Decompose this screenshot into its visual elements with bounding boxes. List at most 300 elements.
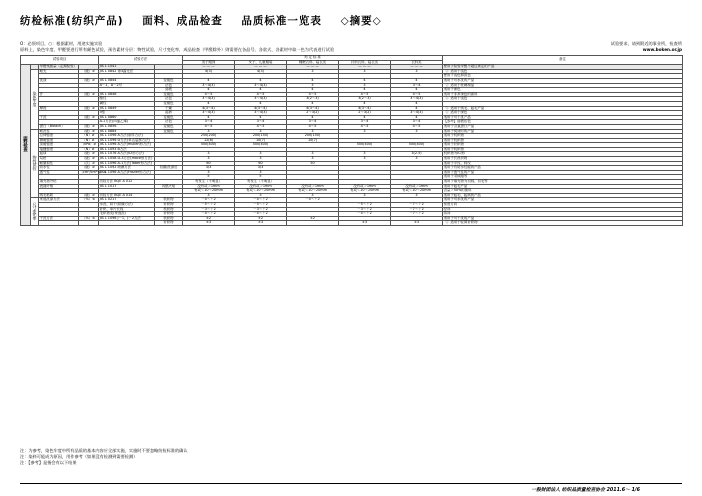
- cell-grade: （级）≥: [79, 106, 99, 111]
- cell-value: 3: [287, 83, 339, 88]
- cell-method: JIS L 1058 D-3方法(mace形方法): [99, 157, 155, 162]
- cell-method: 针织、单片长线: [99, 207, 155, 212]
- cell-value: －4～＋2: [287, 198, 339, 203]
- cell-value: 4: [339, 78, 391, 83]
- cell-item: 干洗方法: [39, 216, 79, 221]
- cell-value: 3: [235, 129, 287, 134]
- legend-line1: O：必须项目，○：根据素材，用途实施实验: [20, 41, 103, 46]
- cell-value: 没有或＞1mm: [235, 184, 287, 189]
- cell-grade: （级）≥: [79, 78, 99, 83]
- cell-value: 3: [235, 152, 287, 157]
- cell-value: 4: [183, 101, 235, 106]
- cell-note: 适用于可干洗的产品: [443, 216, 683, 221]
- cell-value: 500(400): [391, 143, 443, 148]
- cell-method: JIS L 1017: [99, 184, 155, 189]
- cell-note: 使用于浅色和淡色: [443, 74, 683, 79]
- cell-method: JIS L 1096 D方法(单舌裂摆方法): [99, 138, 155, 143]
- footnotes: [20, 448, 188, 465]
- cell-value: 500(400): [183, 143, 235, 148]
- cell-value: 3: [183, 170, 235, 175]
- cell-value: －5～＋2: [235, 203, 287, 208]
- cell-value: 3: [287, 157, 339, 162]
- cell-value: 没有或＞1mm: [183, 184, 235, 189]
- cell-value: 4～5: [339, 92, 391, 97]
- cell-grade: （cm³/cm²·s）≤: [79, 169, 107, 174]
- cell-method: 毛织物类(家庭洗): [99, 212, 155, 217]
- footer-page: 1/6: [631, 488, 640, 493]
- cell-value: 4: [391, 115, 443, 120]
- cell-value: 3: [339, 152, 391, 157]
- cell-value: 3: [287, 69, 339, 74]
- cell-value: －7～＋2: [391, 203, 443, 208]
- cell-value: 3: [391, 157, 443, 162]
- cell-value: 250(200): [183, 134, 235, 139]
- cell-value: 3: [183, 129, 235, 134]
- cell-grade: （%）≤: [79, 216, 99, 221]
- cell-value: 3: [183, 157, 235, 162]
- cell-value: 3(2～3): [287, 97, 339, 102]
- cell-value: 4～5: [235, 124, 287, 129]
- cell-value: 3～4: [183, 120, 235, 125]
- cell-grade: （级）≥: [79, 115, 99, 120]
- cell-value: 4～5: [391, 124, 443, 129]
- cell-value: 3～4(3): [183, 111, 235, 116]
- cell-item: 防水性: [39, 166, 79, 171]
- cell-note: 适用于熨烫时的产品: [443, 129, 683, 134]
- cell-value: 4: [391, 106, 443, 111]
- cell-value: ±3: [183, 221, 235, 226]
- cell-sub: 沾色: [155, 120, 183, 125]
- cell-method: JIS L 0849: [99, 106, 155, 111]
- cell-method: 碱性: [99, 101, 155, 106]
- cell-method: JIS L 0844: [99, 78, 155, 83]
- cell-method: JIS L 0217: [99, 198, 155, 203]
- cell-value: 12(8): [183, 138, 235, 143]
- head-col-knit: 针织衣料、寝衣类: [339, 60, 391, 65]
- cell-note: （）适用于丝绸制品: [443, 83, 683, 88]
- cell-item: 洗涤: [39, 78, 79, 83]
- cell-value: ±3: [391, 221, 443, 226]
- cell-value: — — —: [287, 65, 339, 70]
- cell-value: 4: [339, 101, 391, 106]
- cell-value: 3～4(3): [391, 111, 443, 116]
- cell-value: －4～＋2: [339, 212, 391, 217]
- cell-note: （）适用于浅色: [443, 97, 683, 102]
- cell-sub: 变褪色: [155, 92, 183, 97]
- cell-grade: （次）≥: [79, 161, 99, 166]
- cell-value: 3: [287, 193, 339, 198]
- cell-item: 干洗: [39, 115, 79, 120]
- cell-value: 没有或＞1mm: [287, 184, 339, 189]
- cell-note: （）适用于深色: [443, 111, 683, 116]
- cell-sub: 机织物: [155, 198, 183, 203]
- cell-value: 3～4(3): [183, 83, 235, 88]
- cell-item: 接缝强度: [39, 147, 79, 152]
- cell-value: 200(150): [235, 134, 287, 139]
- cell-value: －7～＋2: [391, 212, 443, 217]
- cell-value: 4～5: [339, 124, 391, 129]
- title-sub3: ◇摘要◇: [340, 15, 382, 27]
- cell-method: JIS L 1041: [99, 65, 155, 70]
- cell-sub: 变褪色: [155, 129, 183, 134]
- table-body: [21, 65, 683, 226]
- cell-note: （）适用于轻薄针织物: [443, 221, 683, 226]
- cell-value: ±2: [183, 216, 235, 221]
- cell-method: 水洗、烘干(烘燥方法): [99, 203, 155, 208]
- cell-value: 4: [391, 78, 443, 83]
- cell-value: 3: [235, 170, 287, 175]
- title-sub2: 品质标准一览表: [241, 15, 322, 27]
- cell-value: 3(2～3): [339, 97, 391, 102]
- contact-note-text: 试验要求，请到附近的事业所，检查所: [610, 41, 682, 46]
- cell-item: 起球: [39, 152, 79, 157]
- cell-sub: 初期/洗涤后: [155, 166, 183, 171]
- cell-value: — — —: [339, 65, 391, 70]
- cell-grade: （N）≥: [79, 147, 99, 152]
- title-sub1: 面料、成品检查: [142, 15, 223, 27]
- cell-value: 4: [287, 78, 339, 83]
- cell-value: 4: [183, 115, 235, 120]
- cell-value: 2～3(2): [339, 111, 391, 116]
- cell-value: 3: [235, 193, 287, 198]
- cell-note: 适用于起毛产品: [443, 184, 683, 189]
- cell-value: －3～＋2: [339, 207, 391, 212]
- cell-note: 适用于机织物: [443, 134, 683, 139]
- cell-value: 4(3～4): [183, 106, 235, 111]
- cell-method: 纺检方法 BQE A 012: [99, 180, 155, 185]
- cell-item: [39, 221, 79, 226]
- cell-method: JIS L 1092 喷淋方法: [99, 166, 155, 171]
- cell-method: 纺检方法 BQE A 014: [99, 193, 155, 198]
- cell-value: 4: [287, 115, 339, 120]
- cell-grade: （级）≥: [79, 69, 99, 74]
- cell-sub: 变褪色: [155, 78, 183, 83]
- cell-value: 4: [339, 88, 391, 93]
- cell-value: 3～4: [287, 120, 339, 125]
- cell-grade: （级）≥: [79, 157, 99, 162]
- cell-note: 适用于平纹、斜纹: [443, 161, 683, 166]
- cell-note: （）适用于浅色: [443, 69, 683, 74]
- cell-note: 宽度方向: [443, 203, 683, 208]
- cell-method: JIS L 1093 B方法: [99, 147, 155, 152]
- cell-value: 没有或＞1mm: [339, 184, 391, 189]
- cell-note: 经向: [443, 207, 683, 212]
- cell-value: 有或＜10～20mm: [339, 189, 391, 194]
- cell-value: 4: [235, 88, 287, 93]
- cell-value: 4: [235, 115, 287, 120]
- cell-method: 酸性: [99, 97, 155, 102]
- section-physical: 物性试验: [31, 129, 39, 198]
- cell-note: 机织物为ICI形: [443, 152, 683, 157]
- cell-method: II型: [99, 111, 155, 116]
- cell-value: 4～5: [183, 124, 235, 129]
- cell-value: 500(400): [339, 143, 391, 148]
- section-fabric-inspection: 面料检查: [21, 65, 31, 226]
- head-col-women: 女子、儿童服装: [235, 60, 287, 65]
- cell-note: 适用于可干洗产品: [443, 115, 683, 120]
- cell-note: 适用于可水洗的产品: [443, 198, 683, 203]
- cell-method: JIS L 1076 A方法(ICI形方法): [99, 152, 155, 157]
- cell-note: 适用于有防水性能的产品: [443, 166, 683, 171]
- cell-item: 撕破强度: [39, 138, 79, 143]
- cell-value: －5～＋2: [183, 203, 235, 208]
- head-remark: 备注: [443, 56, 683, 65]
- cell-method: JIS L 0884: [99, 129, 155, 134]
- cell-item: 顶破强度: [39, 143, 79, 148]
- cell-value: 4: [287, 101, 339, 106]
- cell-value: ±2: [235, 216, 287, 221]
- cell-value: 3: [391, 129, 443, 134]
- cell-value: －4～＋2: [183, 212, 235, 217]
- cell-value: 60: [235, 161, 287, 166]
- cell-note: 适用于深色: [443, 88, 683, 93]
- cell-value: 5: [235, 175, 287, 180]
- cell-value: －5～＋2: [339, 203, 391, 208]
- table-row: [21, 221, 683, 226]
- website-link[interactable]: www.boken.or.jp: [642, 47, 682, 52]
- cell-value: 3～4(3): [183, 97, 235, 102]
- cell-method: JIS L 0848: [99, 92, 155, 97]
- cell-item: 漂白（Bleach）: [39, 124, 79, 129]
- cell-value: 2～3(2): [287, 111, 339, 116]
- cell-value: 3: [391, 193, 443, 198]
- cell-note: 适用于可水洗的产品: [443, 78, 683, 83]
- cell-method: JIS L 1096 A-1方法(Taber形方法): [99, 161, 155, 166]
- title-main: 纺检标准(纺织产品): [20, 15, 124, 27]
- cell-value: －3～＋2: [183, 207, 235, 212]
- cell-value: 3～4: [391, 120, 443, 125]
- cell-item: 耐磨损性: [39, 161, 79, 166]
- cell-grade: （级）≥: [79, 193, 99, 198]
- cell-note: 适用于针织物: [443, 143, 683, 148]
- cell-value: 有发生（不明显）: [235, 180, 287, 185]
- cell-value: ±3: [339, 221, 391, 226]
- cell-sub: 闪燃火焰: [155, 184, 183, 189]
- cell-value: 4～5: [287, 124, 339, 129]
- cell-value: 有或＜10～20mm: [183, 189, 235, 194]
- cell-sub: 变褪色: [155, 115, 183, 120]
- cell-sub: 针织物: [155, 221, 183, 226]
- cell-method: JIS L 1096 A方法(Frazier形方法): [99, 170, 155, 175]
- cell-value: 4(3): [183, 69, 235, 74]
- head-col-men: 男子服饰: [183, 60, 235, 65]
- head-standard: 判 定 标 准: [183, 56, 443, 61]
- cell-value: －4～＋2: [235, 212, 287, 217]
- cell-item: 绒毛粘附: [39, 193, 79, 198]
- cell-value: 3: [339, 193, 391, 198]
- standards-table: [20, 55, 683, 226]
- cell-note: 含量＞50%的面料: [443, 189, 683, 194]
- legend: [20, 41, 334, 53]
- cell-value: －3～＋2: [235, 207, 287, 212]
- cell-value: 3: [287, 152, 339, 157]
- cell-item: 耐洗性: [39, 129, 79, 134]
- cell-note: 适用于长丝织物: [443, 157, 683, 162]
- footnote-2: 注：染料可能成为原因，用作参考（如果没有检测到需要检测）: [20, 453, 138, 459]
- cell-item: 耐光: [39, 69, 79, 74]
- cell-value: 3: [339, 83, 391, 88]
- contact-note: [611, 41, 682, 53]
- cell-grade: （级）≥: [79, 166, 99, 171]
- cell-value: 10(7): [287, 138, 339, 143]
- cell-value: 4(3): [235, 69, 287, 74]
- cell-value: 500(400): [235, 143, 287, 148]
- cell-method: JIS L 1096 A方法(条样方法): [99, 134, 155, 139]
- footer-date: 2011.6～: [606, 488, 630, 493]
- cell-value: [287, 221, 339, 226]
- cell-method: JIS L 0856: [99, 124, 155, 129]
- cell-sub: 湿润: [155, 111, 183, 116]
- cell-sub: 机织物: [155, 207, 183, 212]
- cell-note: 适用于羽绒服等: [443, 175, 683, 180]
- cell-sub: 沾色: [155, 83, 183, 88]
- cell-grade: （N）≥: [79, 138, 99, 143]
- head-col-sleep: 睡眠衣料、寝衣类: [287, 60, 339, 65]
- cell-value: 3(2.5): [391, 152, 443, 157]
- footer-divider: [20, 483, 682, 484]
- cell-value: 3/3: [235, 166, 287, 171]
- cell-grade: （N）≥: [79, 134, 99, 139]
- cell-note: 适用于机织物: [443, 147, 683, 152]
- cell-value: 60: [183, 161, 235, 166]
- cell-sub: 干燥: [155, 106, 183, 111]
- cell-method: [99, 221, 155, 226]
- cell-sub: 针织物: [155, 212, 183, 217]
- cell-grade: （%）≤: [79, 198, 99, 203]
- footer: [531, 486, 640, 493]
- section-dimension: 尺寸变化率: [31, 198, 39, 226]
- cell-item: 甲醛残留量（定期检验）: [39, 64, 77, 69]
- cell-item: 汗: [39, 92, 79, 97]
- footnote-3: 注：【参考】是指会有以下结果: [20, 459, 77, 465]
- cell-method: JIS L 0842 第3露光法: [99, 69, 155, 74]
- cell-value: ±3: [235, 221, 287, 226]
- cell-item: 摩擦: [39, 106, 79, 111]
- cell-value: 50: [287, 161, 339, 166]
- cell-value: 4: [183, 78, 235, 83]
- cell-grade: （级）≥: [79, 92, 99, 97]
- cell-value: — — —: [183, 65, 235, 70]
- cell-value: 4～5: [391, 92, 443, 97]
- cell-note: 【参考】溶液沾色: [443, 120, 683, 125]
- footnote-1: 注：为参考，染色牢度中所有品质的基本内容应全部实施，实施时不要忽略纺检标准的确认: [20, 448, 188, 453]
- cell-value: 4: [339, 115, 391, 120]
- cell-value: ±2: [287, 216, 339, 221]
- cell-sub: 变褪色: [155, 101, 183, 106]
- cell-grade: （kPa）≥: [79, 143, 99, 148]
- cell-value: 3: [183, 152, 235, 157]
- cell-value: －7～＋2: [391, 207, 443, 212]
- legend-line2: 原料上，染色牢度，甲醛要进行所有颜色试验，预告素材分层：物性试验，尺寸变化率，成品检查（甲醛除外）则需要在各品号、各款式、各素材中取一色为代表进行试验: [20, 47, 335, 52]
- page-title: [20, 13, 396, 28]
- head-method: 试验方法: [99, 56, 183, 65]
- section-color-fastness: 染色牢度: [31, 69, 39, 129]
- cell-value: 4～5: [287, 92, 339, 97]
- cell-item: 拉伸强度: [39, 134, 79, 139]
- cell-value: 4(3～4): [235, 106, 287, 111]
- cell-value: 4: [235, 101, 287, 106]
- head-item: 试验项目: [21, 56, 99, 65]
- cell-sub: 变褪色: [155, 124, 183, 129]
- cell-value: 3: [287, 129, 339, 134]
- cell-value: 3: [183, 193, 235, 198]
- cell-item: 勾丝: [39, 157, 79, 162]
- cell-sub: 机织物: [155, 216, 183, 221]
- cell-note: 使用于检验甲醛不超过规定的产品: [443, 65, 683, 70]
- cell-note: 适用于起毛、起绒的产品: [443, 193, 683, 198]
- cell-value: 有或＜10～20mm: [391, 189, 443, 194]
- cell-value: 3: [235, 157, 287, 162]
- cell-item: 家庭洗涤方法: [39, 198, 79, 203]
- cell-value: 有发生（不明显）: [183, 180, 235, 185]
- cell-value: －4～＋2: [183, 198, 235, 203]
- cell-value: 3～4(3): [235, 83, 287, 88]
- cell-grade: （级）≥: [79, 124, 99, 129]
- cell-note: 适用于填充物为羽绒、羽毛等: [443, 180, 683, 185]
- cell-note: 适用于非常深色的面料: [443, 92, 683, 97]
- cell-method: JIS L 0860: [99, 115, 155, 120]
- cell-value: 3～4(3): [235, 97, 287, 102]
- cell-item: 表面纤维: [39, 184, 79, 189]
- cell-value: 200(150): [287, 134, 339, 139]
- cell-method: A－1，A－2号: [99, 83, 155, 88]
- cell-value: 4: [183, 88, 235, 93]
- head-col-fabric: 衣料类: [391, 60, 443, 65]
- cell-value: 4: [391, 88, 443, 93]
- cell-value: 3/3: [183, 166, 235, 171]
- cell-value: 10(7): [235, 138, 287, 143]
- cell-note: 纬向: [443, 212, 683, 217]
- cell-value: 5: [183, 175, 235, 180]
- cell-value: 3: [391, 69, 443, 74]
- cell-value: 4～5: [183, 92, 235, 97]
- cell-note: 适用于透气性的产品: [443, 170, 683, 175]
- cell-value: — — —: [391, 65, 443, 70]
- cell-value: 有或＜10～20mm: [287, 189, 339, 194]
- cell-note: 适用于机织物: [443, 138, 683, 143]
- cell-item: 透气性: [39, 170, 79, 175]
- cell-grade: [79, 221, 99, 226]
- cell-value: 3～4: [235, 120, 287, 125]
- cell-value: 没有或＞1mm: [391, 184, 443, 189]
- cell-value: 4(3～4): [287, 106, 339, 111]
- cell-note: 适用于含氯漂白产品: [443, 124, 683, 129]
- cell-value: 3～4: [391, 83, 443, 88]
- cell-value: 4(3～4): [339, 106, 391, 111]
- cell-value: 4～5: [235, 92, 287, 97]
- cell-value: 3: [339, 129, 391, 134]
- cell-value: — — —: [235, 65, 287, 70]
- cell-grade: （级）≥: [79, 152, 99, 157]
- cell-value: 4: [287, 88, 339, 93]
- footer-org: 一般财团法人 纺织品质量检查协会: [531, 488, 605, 493]
- cell-value: 有或＜10～20mm: [235, 189, 287, 194]
- cell-item: 填充物外钻: [39, 180, 79, 185]
- cell-value: 3: [339, 157, 391, 162]
- cell-note: （）适用于绒毛、起毛产品: [443, 106, 683, 111]
- cell-sub: 溶液: [155, 88, 183, 93]
- cell-method: JIS L 1096 J－1、J－2方法: [99, 216, 155, 221]
- cell-value: 3～4(3): [391, 97, 443, 102]
- cell-sub: 沾色: [155, 97, 183, 102]
- cell-value: 4: [391, 101, 443, 106]
- cell-value: 3～4(3): [235, 111, 287, 116]
- cell-method: A-1方法(四氯乙烯): [99, 120, 155, 125]
- cell-value: 3: [339, 69, 391, 74]
- cell-value: 3～4: [339, 120, 391, 125]
- cell-sub: 针织物: [155, 203, 183, 208]
- cell-method: JIS L 1096 A方法(mullen形方法): [99, 143, 155, 148]
